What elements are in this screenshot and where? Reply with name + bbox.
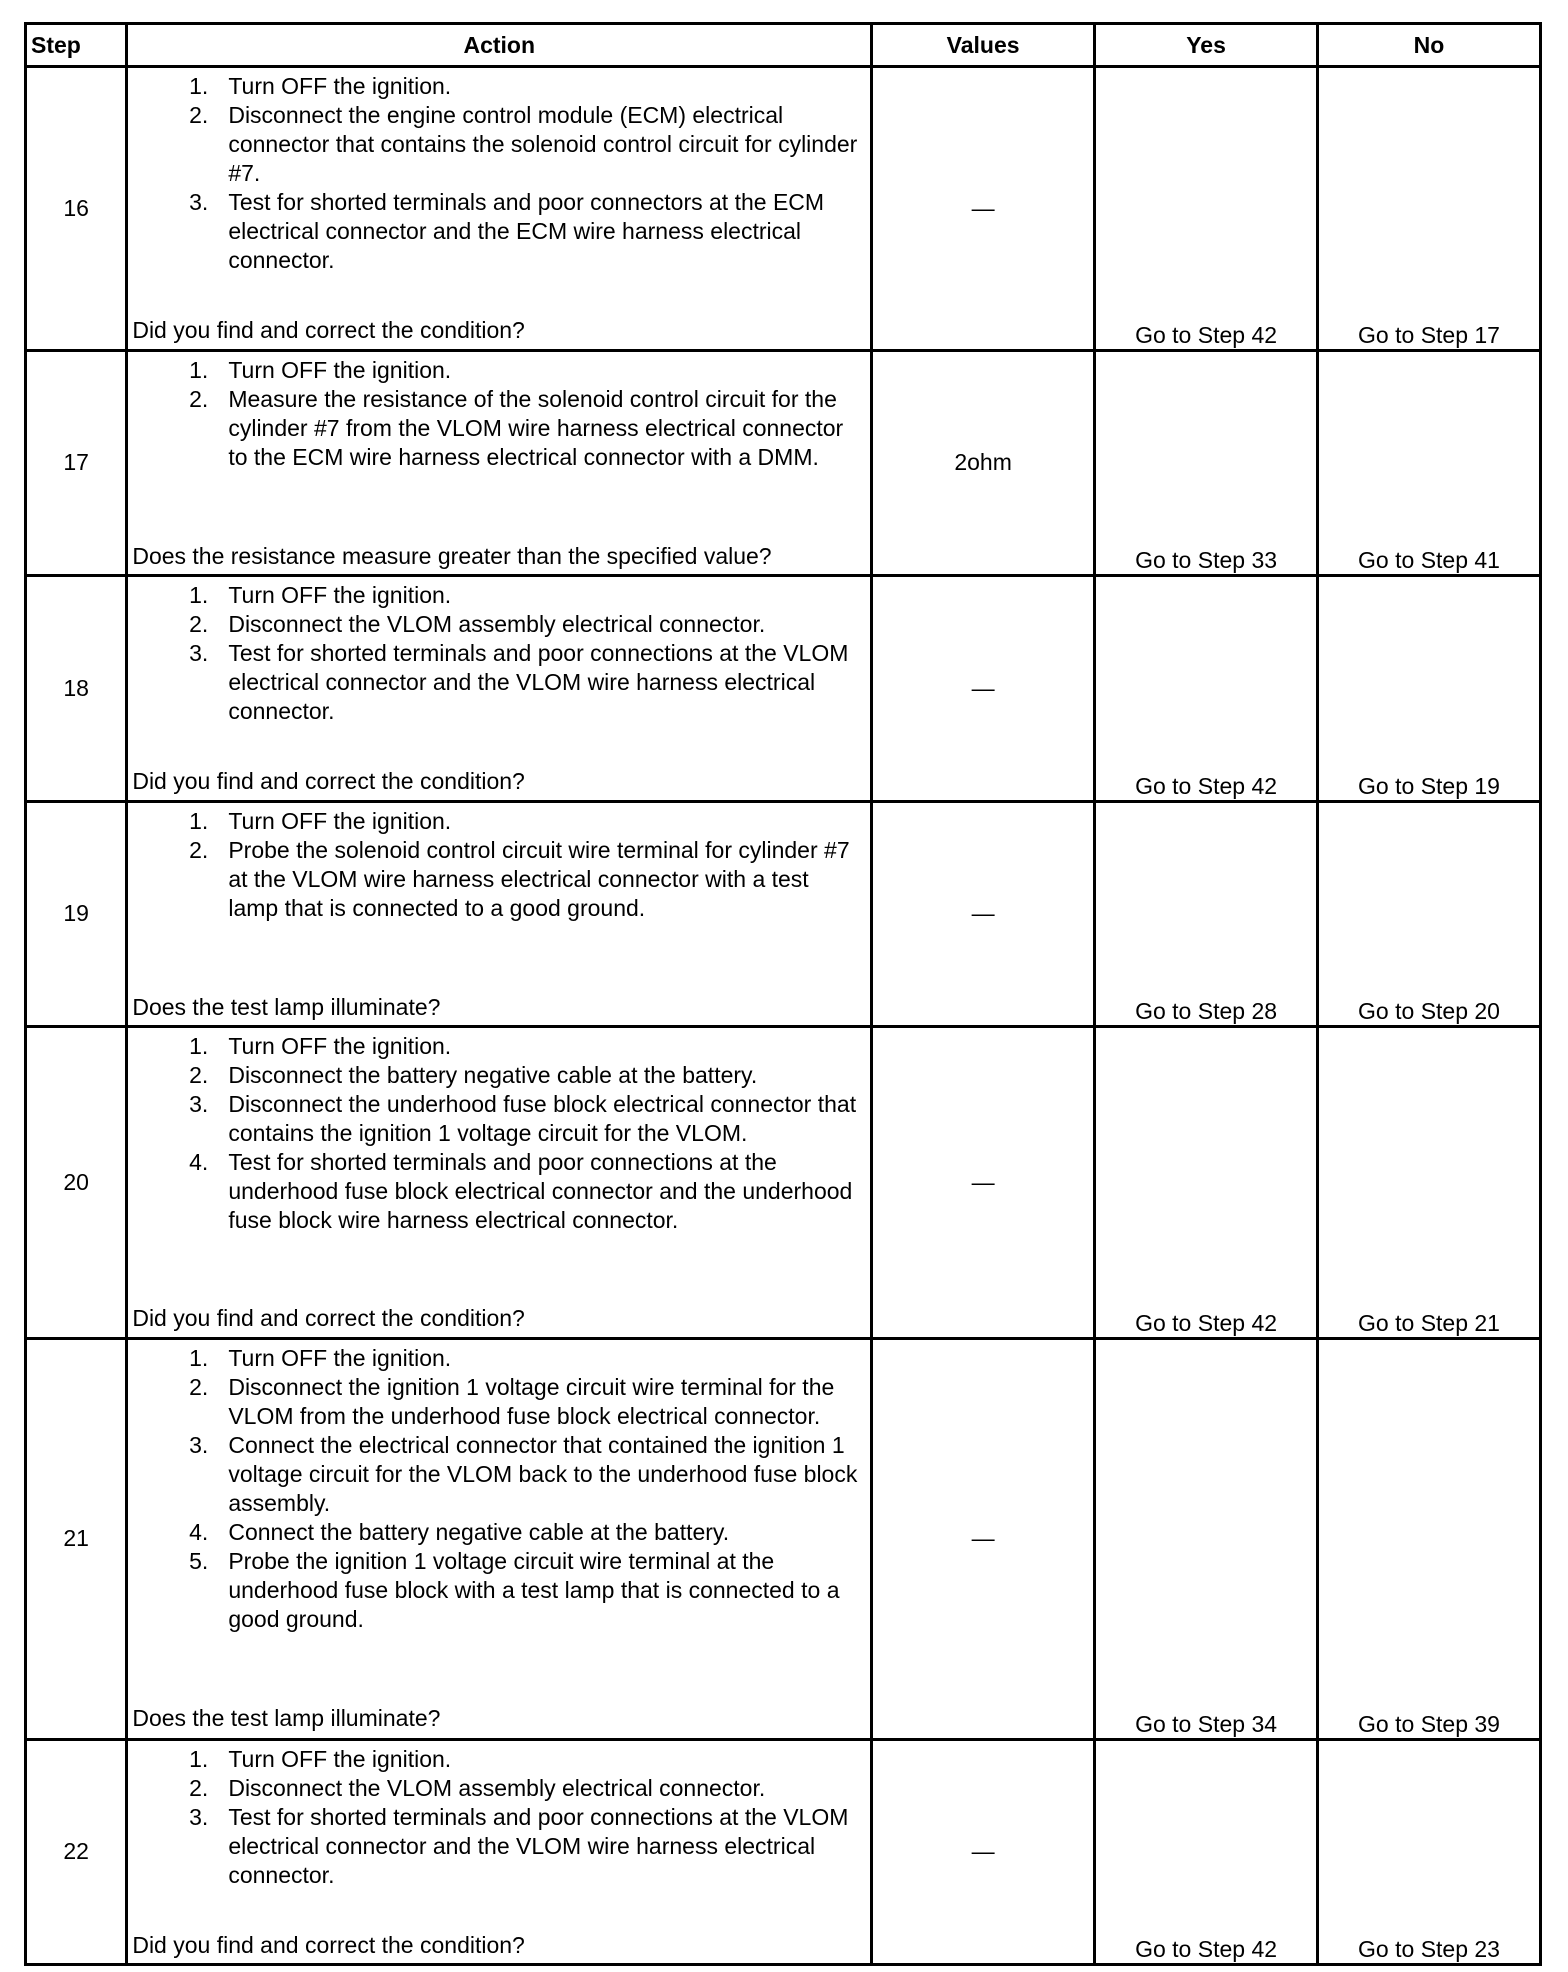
action-steps [128, 1745, 870, 1890]
action-step-number: 5. [189, 1548, 209, 1575]
action-step-text: Disconnect the VLOM assembly electrical connector. [228, 1774, 766, 1801]
step-number: 17 [26, 350, 127, 575]
action-step [128, 807, 862, 836]
yes-cell: Go to Step 33 [1095, 350, 1318, 575]
action-step-text: Disconnect the VLOM assembly electrical connector. [228, 611, 766, 638]
action-step-number: 1. [189, 1345, 209, 1372]
no-cell: Go to Step 20 [1318, 801, 1541, 1026]
action-step [128, 836, 862, 923]
action-step-text: Disconnect the engine control module (ECM) electrical connector that contains the solenoid control circuit for cylinder #7. [228, 102, 858, 186]
action-step-number: 2. [189, 1062, 209, 1089]
action-step-number: 3. [189, 189, 209, 215]
action-step [128, 72, 862, 101]
action-step-number: 2. [189, 385, 209, 412]
value-cell: — [872, 576, 1095, 801]
action-question: Does the resistance measure greater than the specified value? [132, 542, 772, 569]
action-step-number: 2. [189, 611, 209, 638]
action-step-text: Disconnect the ignition 1 voltage circuit wire terminal for the VLOM from the underhood fuse block electrical connector. [228, 1374, 835, 1430]
action-cell [127, 576, 872, 801]
table-row [26, 801, 1541, 1026]
no-cell: Go to Step 23 [1318, 1739, 1541, 1964]
table-row [26, 350, 1541, 575]
action-step-number: 1. [189, 807, 209, 834]
action-step [128, 1518, 862, 1547]
action-step-text: Disconnect the battery negative cable at the battery. [228, 1062, 758, 1089]
action-step-text: Disconnect the underhood fuse block electrical connector that contains the ignition 1 voltage circuit for the VLOM. [228, 1091, 857, 1147]
action-step [128, 1148, 862, 1235]
action-step [128, 581, 862, 610]
action-step-number: 4. [189, 1149, 209, 1176]
header-values: Values [872, 24, 1095, 67]
action-step-number: 2. [189, 1374, 209, 1401]
step-number: 20 [26, 1027, 127, 1339]
action-step-text: Test for shorted terminals and poor connections at the VLOM electrical connector and the VLOM wire harness electrical connector. [228, 640, 849, 725]
yes-cell: Go to Step 42 [1095, 1739, 1318, 1964]
value-cell: — [872, 1739, 1095, 1964]
action-question: Did you find and correct the condition? [132, 1931, 525, 1958]
action-step [128, 1547, 862, 1634]
action-step-number: 2. [189, 1774, 209, 1801]
yes-cell: Go to Step 34 [1095, 1339, 1318, 1740]
no-cell: Go to Step 17 [1318, 67, 1541, 351]
header-row [26, 24, 1541, 67]
action-step [128, 1774, 862, 1803]
action-step-text: Turn OFF the ignition. [228, 807, 452, 834]
action-step-number: 3. [189, 1091, 209, 1118]
action-step [128, 1032, 862, 1061]
action-step-number: 3. [189, 640, 209, 667]
action-steps [128, 581, 870, 726]
action-question: Does the test lamp illuminate? [132, 1705, 441, 1732]
action-cell [127, 801, 872, 1026]
header-no: No [1318, 24, 1541, 67]
action-step [128, 1745, 862, 1774]
table-row [26, 576, 1541, 801]
action-step-text: Probe the ignition 1 voltage circuit wire terminal at the underhood fuse block with a test lamp that is connected to a good ground. [228, 1548, 840, 1633]
action-step-text: Connect the electrical connector that contained the ignition 1 voltage circuit for the VLOM back to the underhood fuse block assembly. [228, 1432, 858, 1517]
value-cell: 2ohm [872, 350, 1095, 575]
action-step [128, 1061, 862, 1090]
action-cell [127, 1339, 872, 1740]
action-step [128, 385, 862, 472]
no-cell: Go to Step 41 [1318, 350, 1541, 575]
action-cell [127, 1739, 872, 1964]
action-step [128, 1344, 862, 1373]
no-cell: Go to Step 39 [1318, 1339, 1541, 1740]
action-step-number: 1. [189, 73, 209, 99]
action-step-number: 1. [189, 356, 209, 383]
action-question: Did you find and correct the condition? [132, 317, 525, 343]
value-cell: — [872, 67, 1095, 351]
action-step-number: 1. [189, 1033, 209, 1060]
action-question: Did you find and correct the condition? [132, 768, 525, 795]
value-cell: — [872, 1339, 1095, 1740]
action-step-number: 1. [189, 582, 209, 609]
action-steps [128, 1344, 870, 1634]
header-yes: Yes [1095, 24, 1318, 67]
action-steps [128, 72, 870, 275]
yes-cell: Go to Step 28 [1095, 801, 1318, 1026]
table-row [26, 1339, 1541, 1740]
action-step-text: Turn OFF the ignition. [228, 73, 452, 99]
action-step [128, 639, 862, 726]
action-step-number: 4. [189, 1519, 209, 1546]
action-step-text: Turn OFF the ignition. [228, 582, 452, 609]
action-step [128, 1090, 862, 1148]
step-number: 22 [26, 1739, 127, 1964]
yes-cell: Go to Step 42 [1095, 576, 1318, 801]
table-row [26, 1739, 1541, 1964]
action-step-text: Turn OFF the ignition. [228, 1345, 452, 1372]
step-number: 18 [26, 576, 127, 801]
diagnostic-table [24, 22, 1542, 1966]
action-steps [128, 1032, 870, 1235]
table-row [26, 67, 1541, 351]
step-number: 19 [26, 801, 127, 1026]
action-question: Did you find and correct the condition? [132, 1305, 525, 1332]
action-step-number: 1. [189, 1745, 209, 1772]
action-cell [127, 67, 872, 351]
value-cell: — [872, 1027, 1095, 1339]
no-cell: Go to Step 21 [1318, 1027, 1541, 1339]
header-action: Action [127, 24, 872, 67]
action-step [128, 610, 862, 639]
action-step-text: Turn OFF the ignition. [228, 1745, 452, 1772]
action-step [128, 188, 862, 275]
action-step-number: 3. [189, 1803, 209, 1830]
action-step-number: 2. [189, 836, 209, 863]
action-step [128, 101, 862, 188]
yes-cell: Go to Step 42 [1095, 1027, 1318, 1339]
action-steps [128, 807, 870, 923]
action-step-text: Test for shorted terminals and poor connections at the VLOM electrical connector and the VLOM wire harness electrical connector. [228, 1803, 849, 1888]
yes-cell: Go to Step 42 [1095, 67, 1318, 351]
action-cell [127, 1027, 872, 1339]
action-step [128, 1431, 862, 1518]
table-row [26, 1027, 1541, 1339]
no-cell: Go to Step 19 [1318, 576, 1541, 801]
action-step-number: 2. [189, 102, 209, 128]
action-step-text: Measure the resistance of the solenoid control circuit for the cylinder #7 from the VLOM wire harness electrical connector to the ECM wire harness electrical connector with a DMM. [228, 385, 844, 470]
action-step-text: Turn OFF the ignition. [228, 1033, 452, 1060]
header-step: Step [26, 24, 127, 67]
action-steps [128, 356, 870, 472]
action-step-text: Connect the battery negative cable at the battery. [228, 1519, 730, 1546]
action-question: Does the test lamp illuminate? [132, 993, 441, 1020]
action-step [128, 1803, 862, 1890]
value-cell: — [872, 801, 1095, 1026]
action-step [128, 356, 862, 385]
action-step-text: Test for shorted terminals and poor connectors at the ECM electrical connector and the ECM wire harness electrical connector. [228, 189, 825, 273]
action-step-text: Test for shorted terminals and poor connections at the underhood fuse block electrical connector and the underhood fuse block wire harness electrical connector. [228, 1149, 853, 1234]
action-cell [127, 350, 872, 575]
step-number: 16 [26, 67, 127, 351]
step-number: 21 [26, 1339, 127, 1740]
action-step [128, 1373, 862, 1431]
action-step-text: Turn OFF the ignition. [228, 356, 452, 383]
action-step-text: Probe the solenoid control circuit wire terminal for cylinder #7 at the VLOM wire harness electrical connector with a test lamp that is connected to a good ground. [228, 836, 850, 921]
action-step-number: 3. [189, 1432, 209, 1459]
